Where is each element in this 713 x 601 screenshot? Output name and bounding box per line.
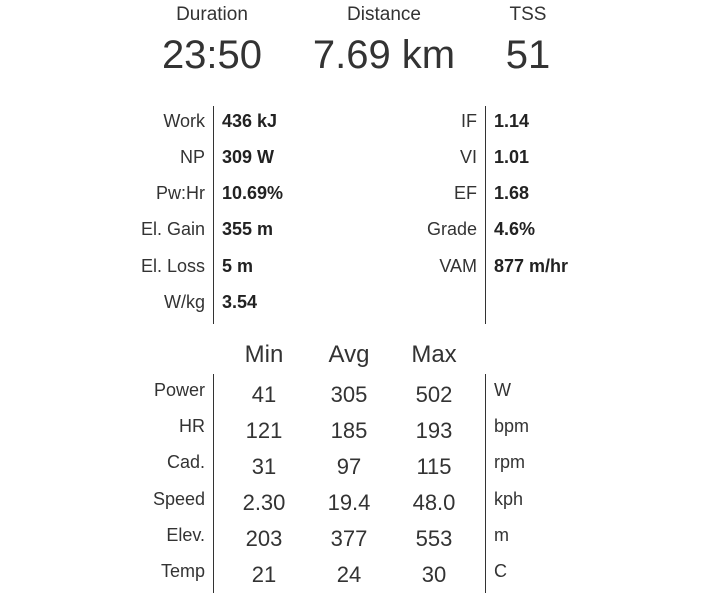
metric-label-el-loss: El. Loss bbox=[140, 256, 205, 276]
distance-value: 7.69 km bbox=[312, 33, 456, 77]
metric-value-np: 309 W bbox=[222, 147, 275, 167]
metric-label-wkg: W/kg bbox=[163, 292, 205, 312]
stats-cell-min: 121 bbox=[245, 418, 283, 443]
metrics-right-divider bbox=[485, 106, 486, 324]
stats-cell-unit: C bbox=[494, 561, 507, 581]
tss-value: 51 bbox=[505, 33, 551, 77]
stats-left-divider bbox=[213, 374, 214, 593]
stats-cell-max: 553 bbox=[415, 526, 453, 551]
metrics-left-divider bbox=[213, 106, 214, 324]
stats-row-label: Elev. bbox=[166, 525, 205, 545]
metric-label-vam: VAM bbox=[439, 256, 477, 276]
stats-header-max: Max bbox=[411, 341, 457, 368]
metric-value-if: 1.14 bbox=[494, 111, 530, 131]
metric-label-if: IF bbox=[461, 111, 477, 131]
stats-right-divider bbox=[485, 374, 486, 593]
stats-cell-unit: rpm bbox=[494, 452, 525, 472]
stats-cell-unit: bpm bbox=[494, 416, 530, 436]
metric-label-pwhr: Pw:Hr bbox=[156, 183, 205, 203]
distance-label: Distance bbox=[347, 4, 421, 25]
metric-label-ef: EF bbox=[453, 183, 477, 203]
stats-cell-max: 115 bbox=[416, 454, 452, 479]
metric-value-el-loss: 5 m bbox=[222, 256, 254, 276]
metric-value-wkg: 3.54 bbox=[222, 292, 258, 312]
metric-label-grade: Grade bbox=[426, 219, 477, 239]
stats-cell-avg: 377 bbox=[330, 526, 368, 551]
duration-label: Duration bbox=[176, 4, 248, 25]
stats-cell-min: 21 bbox=[251, 562, 277, 587]
metric-value-pwhr: 10.69% bbox=[222, 183, 284, 203]
stats-cell-avg: 305 bbox=[330, 382, 368, 407]
stats-cell-min: 2.30 bbox=[242, 490, 286, 515]
duration-value: 23:50 bbox=[161, 33, 263, 77]
stats-row-label: HR bbox=[179, 416, 205, 436]
stats-cell-avg: 19.4 bbox=[327, 490, 371, 515]
stats-cell-min: 203 bbox=[245, 526, 283, 551]
metric-value-vam: 877 m/hr bbox=[494, 256, 569, 276]
stats-cell-max: 502 bbox=[415, 382, 453, 407]
stats-header-avg: Avg bbox=[328, 341, 370, 368]
distance-summary bbox=[294, 4, 474, 80]
stats-cell-min: 31 bbox=[251, 454, 277, 479]
metric-value-ef: 1.68 bbox=[494, 183, 530, 203]
stats-cell-min: 41 bbox=[251, 382, 277, 407]
stats-cell-unit: m bbox=[494, 525, 509, 545]
tss-label: TSS bbox=[509, 4, 547, 25]
tss-summary bbox=[488, 4, 568, 80]
metric-value-el-gain: 355 m bbox=[222, 219, 274, 239]
duration-summary bbox=[142, 4, 282, 80]
stats-header-min: Min bbox=[244, 341, 284, 368]
stats-cell-unit: W bbox=[494, 380, 511, 400]
stats-cell-avg: 97 bbox=[336, 454, 362, 479]
stats-cell-avg: 185 bbox=[330, 418, 368, 443]
metric-label-el-gain: El. Gain bbox=[140, 219, 205, 239]
stats-row-label: Temp bbox=[160, 561, 205, 581]
stats-row-label: Speed bbox=[152, 489, 205, 509]
stats-cell-avg: 24 bbox=[336, 562, 362, 587]
stats-cell-max: 30 bbox=[421, 562, 447, 587]
metric-label-vi: VI bbox=[459, 147, 477, 167]
stats-row-label: Power bbox=[153, 380, 205, 400]
metric-label-np: NP bbox=[179, 147, 205, 167]
metric-value-grade: 4.6% bbox=[494, 219, 536, 239]
stats-cell-max: 193 bbox=[415, 418, 453, 443]
metric-value-work: 436 kJ bbox=[222, 111, 278, 131]
stats-cell-unit: kph bbox=[494, 489, 524, 509]
stats-cell-max: 48.0 bbox=[412, 490, 456, 515]
stats-row-label: Cad. bbox=[166, 452, 205, 472]
metric-label-work: Work bbox=[163, 111, 205, 131]
metric-value-vi: 1.01 bbox=[494, 147, 530, 167]
